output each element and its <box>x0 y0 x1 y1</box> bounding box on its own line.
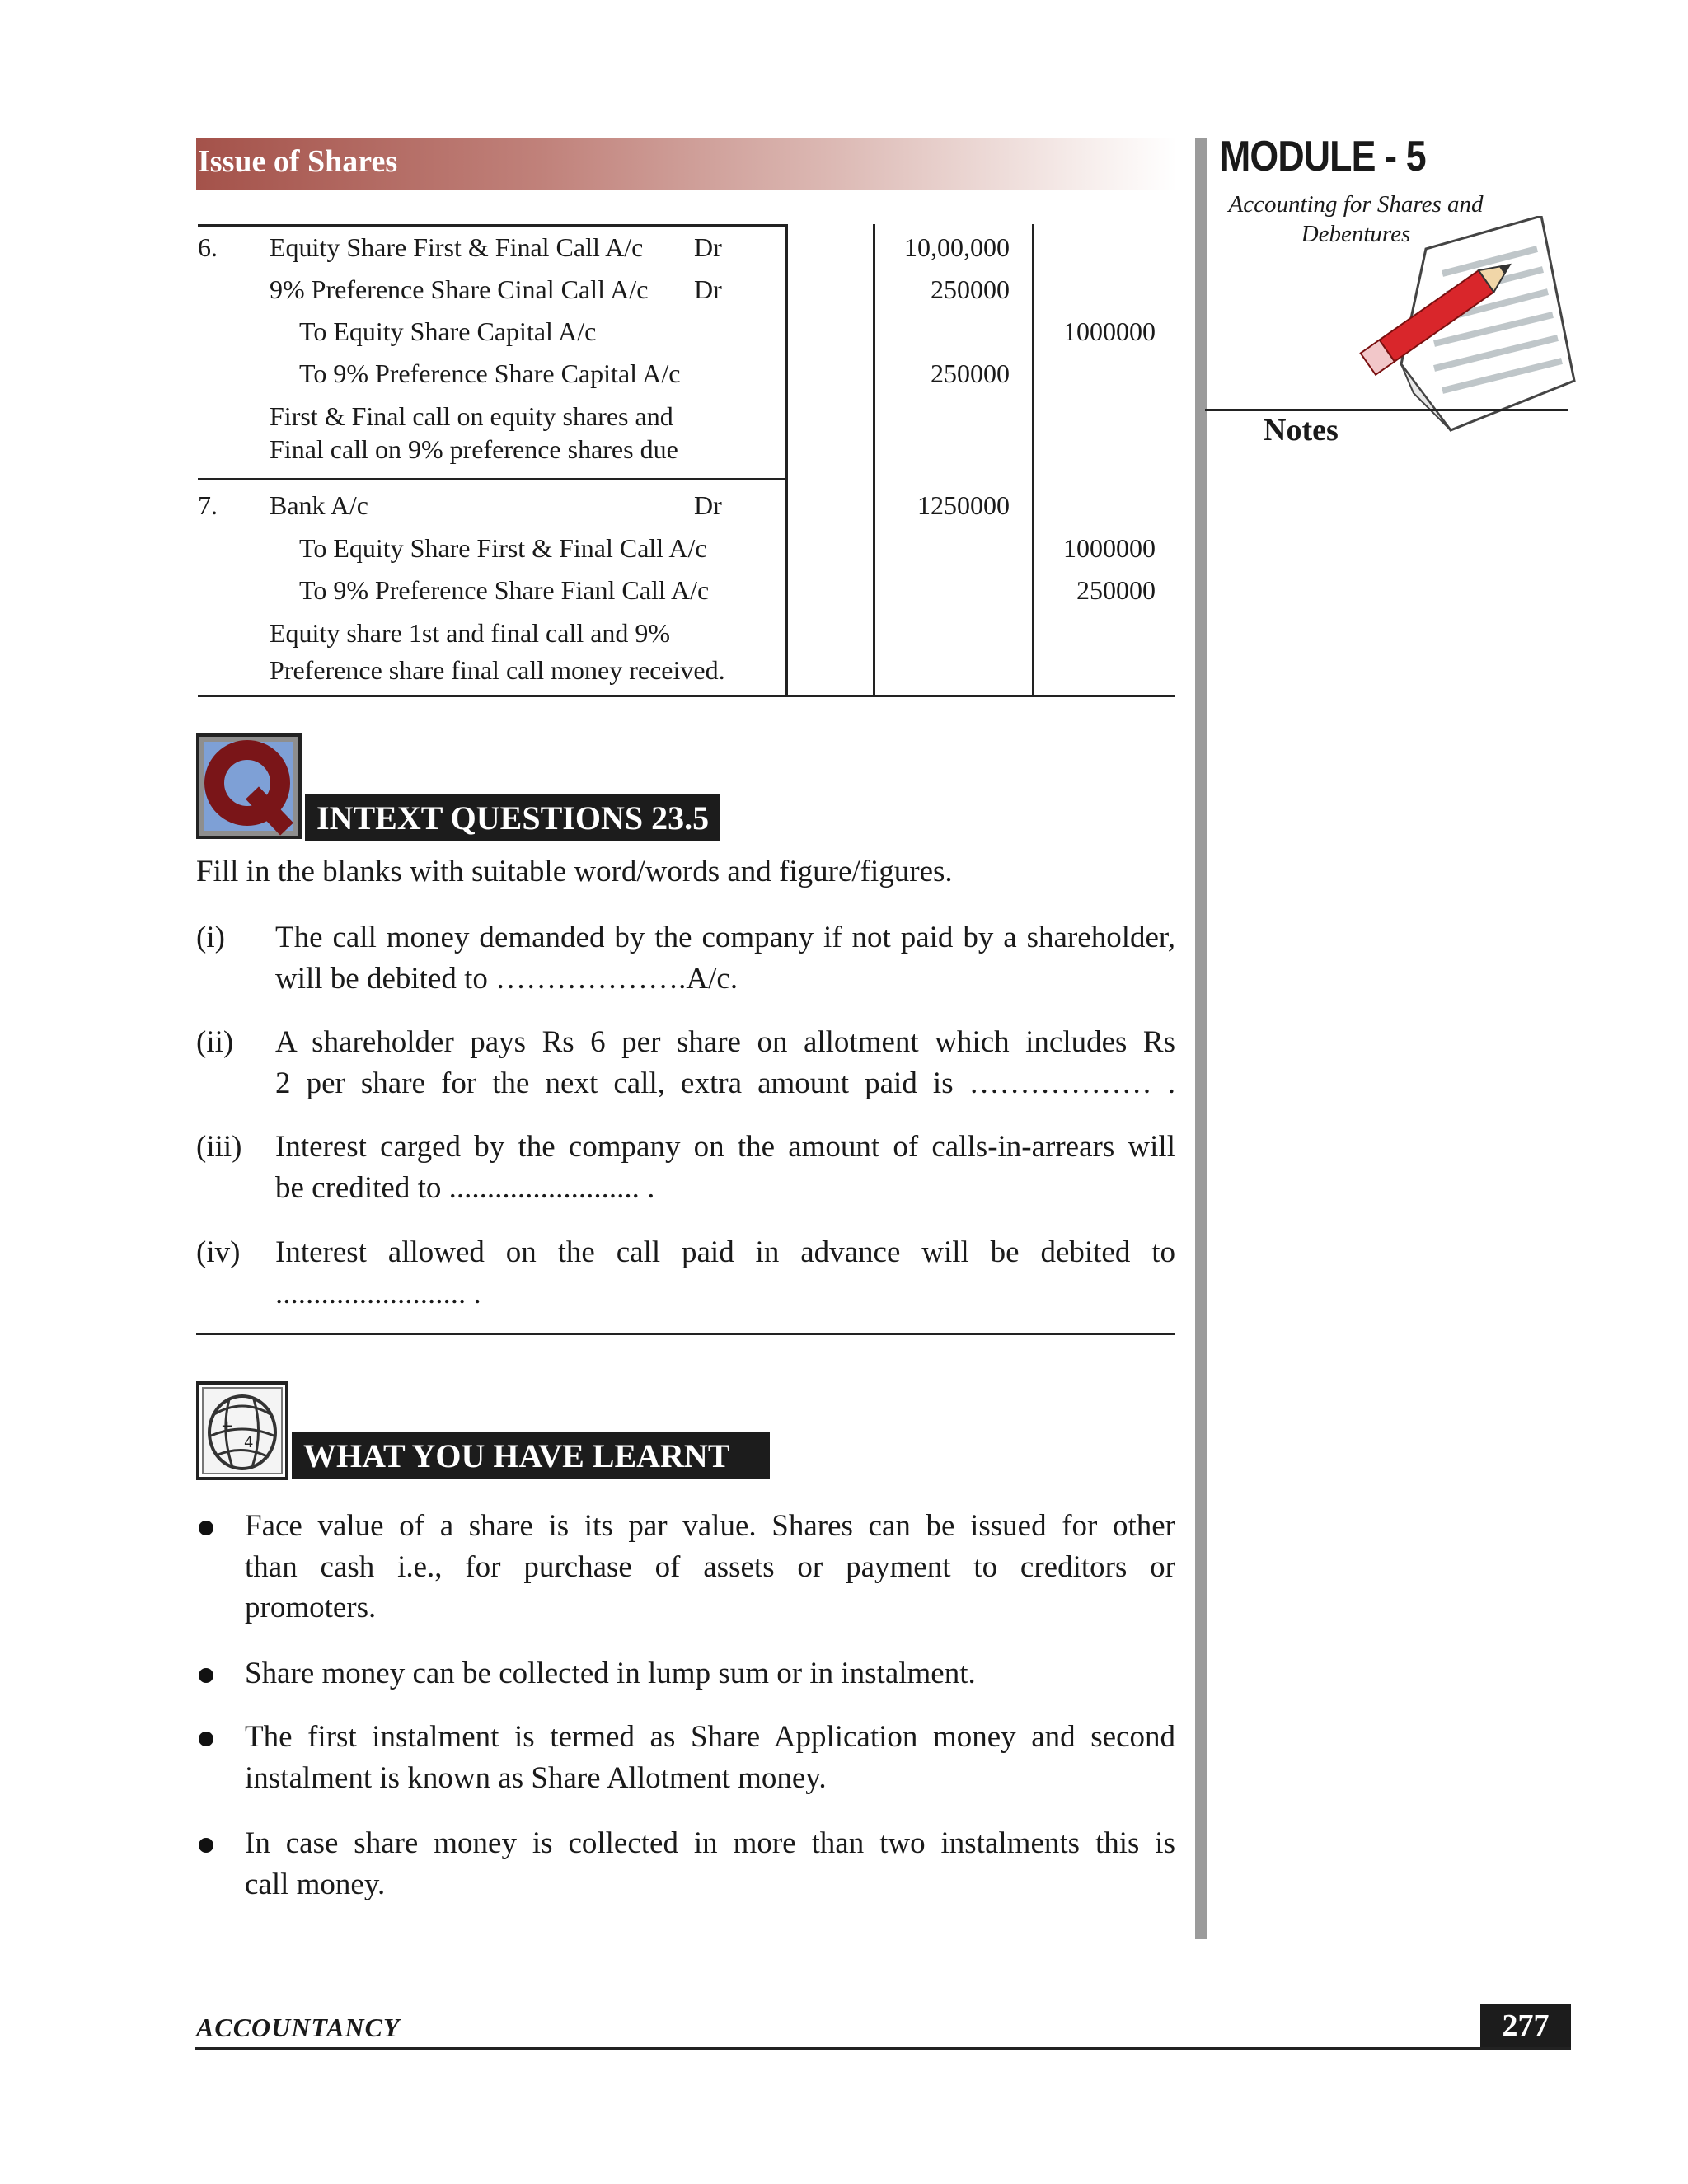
learnt-point: call money. <box>245 1868 386 1901</box>
journal-line: To 9% Preference Share Fianl Call A/c <box>299 575 710 605</box>
table-top-rule <box>198 224 787 227</box>
debit-amount: 1250000 <box>917 490 1010 520</box>
credit-amount: 1000000 <box>1063 533 1156 563</box>
journal-line: Bank A/c <box>270 490 368 520</box>
question-text: Interest carged by the company on the amount of calls-in-arrears will <box>275 1130 1175 1164</box>
svg-text:+: + <box>221 1418 234 1435</box>
narration: Preference share final call money received. <box>270 655 725 685</box>
question-text: The call money demanded by the company if not paid by a shareholder, <box>275 921 1175 954</box>
journal-line: To Equity Share Capital A/c <box>299 316 597 346</box>
module-subtitle: Accounting for Shares and Debentures <box>1228 191 1484 247</box>
debit-amount: 10,00,000 <box>904 232 1010 262</box>
module-title: MODULE - 5 <box>1220 133 1426 180</box>
notes-pencil-icon <box>1352 216 1582 447</box>
page-number: 277 <box>1480 2004 1571 2047</box>
section-title: Issue of Shares <box>198 144 398 179</box>
dr-marker: Dr <box>694 232 722 262</box>
table-column-rule <box>785 224 788 696</box>
journal-line: To 9% Preference Share Capital A/c <box>299 359 681 388</box>
bullet-dot <box>199 1521 213 1535</box>
footer-rule <box>195 2047 1571 2050</box>
question-text: ......................... . <box>275 1277 481 1310</box>
question-text: Interest allowed on the call paid in advance will be debited to <box>275 1235 1175 1269</box>
entry-number: 7. <box>198 490 218 520</box>
narration: Equity share 1st and final call and 9% <box>270 618 671 648</box>
notes-label: Notes <box>1264 413 1339 448</box>
learning-icon <box>196 1381 288 1480</box>
question-text: A shareholder pays Rs 6 per share on allotment which includes Rs <box>275 1025 1175 1059</box>
debit-amount: 250000 <box>931 274 1010 304</box>
debit-amount: 250000 <box>931 359 1010 388</box>
question-number: (iii) <box>196 1130 242 1164</box>
question-icon <box>196 733 302 839</box>
learnt-point: Share money can be collected in lump sum or in instalment. <box>245 1657 976 1690</box>
intext-heading: INTEXT QUESTIONS 23.5 <box>305 794 720 841</box>
journal-line: To Equity Share First & Final Call A/c <box>299 533 707 563</box>
learnt-point: instalment is known as Share Allotment money. <box>245 1761 827 1795</box>
journal-line: 9% Preference Share Cinal Call A/c <box>270 274 649 304</box>
section-divider <box>196 1333 1175 1335</box>
narration: First & Final call on equity shares and <box>270 401 673 431</box>
dr-marker: Dr <box>694 274 722 304</box>
credit-amount: 250000 <box>1076 575 1156 605</box>
question-text: will be debited to ……………….A/c. <box>275 962 738 996</box>
table-mid-rule <box>198 478 787 480</box>
learnt-heading: WHAT YOU HAVE LEARNT <box>292 1432 770 1479</box>
question-text: be credited to ......................... . <box>275 1171 655 1205</box>
dr-marker: Dr <box>694 490 722 520</box>
bullet-dot <box>199 1838 213 1853</box>
table-column-rule <box>1032 224 1034 696</box>
learnt-point: Face value of a share is its par value. Shares can be issued for other <box>245 1509 1175 1543</box>
narration: Final call on 9% preference shares due <box>270 434 678 464</box>
journal-line: Equity Share First & Final Call A/c <box>270 232 644 262</box>
notes-rule <box>1205 409 1568 411</box>
question-text: 2 per share for the next call, extra amount paid is ……………… . <box>275 1066 1175 1100</box>
section-header-band <box>196 138 1177 190</box>
learnt-point: The first instalment is termed as Share Application money and second <box>245 1720 1175 1754</box>
bullet-dot <box>199 1668 213 1683</box>
bullet-dot <box>199 1732 213 1746</box>
table-bottom-rule <box>198 695 1175 697</box>
intext-instruction: Fill in the blanks with suitable word/words and figure/figures. <box>196 855 953 888</box>
svg-text:4: 4 <box>244 1434 254 1451</box>
credit-amount: 1000000 <box>1063 316 1156 346</box>
entry-number: 6. <box>198 232 218 262</box>
question-number: (iv) <box>196 1235 241 1269</box>
learnt-point: than cash i.e., for purchase of assets or payment to creditors or <box>245 1550 1175 1584</box>
question-number: (ii) <box>196 1025 234 1059</box>
learnt-point: promoters. <box>245 1591 377 1624</box>
footer-subject: ACCOUNTANCY <box>196 2013 401 2042</box>
question-number: (i) <box>196 921 225 954</box>
learnt-point: In case share money is collected in more than two instalments this is <box>245 1826 1175 1860</box>
